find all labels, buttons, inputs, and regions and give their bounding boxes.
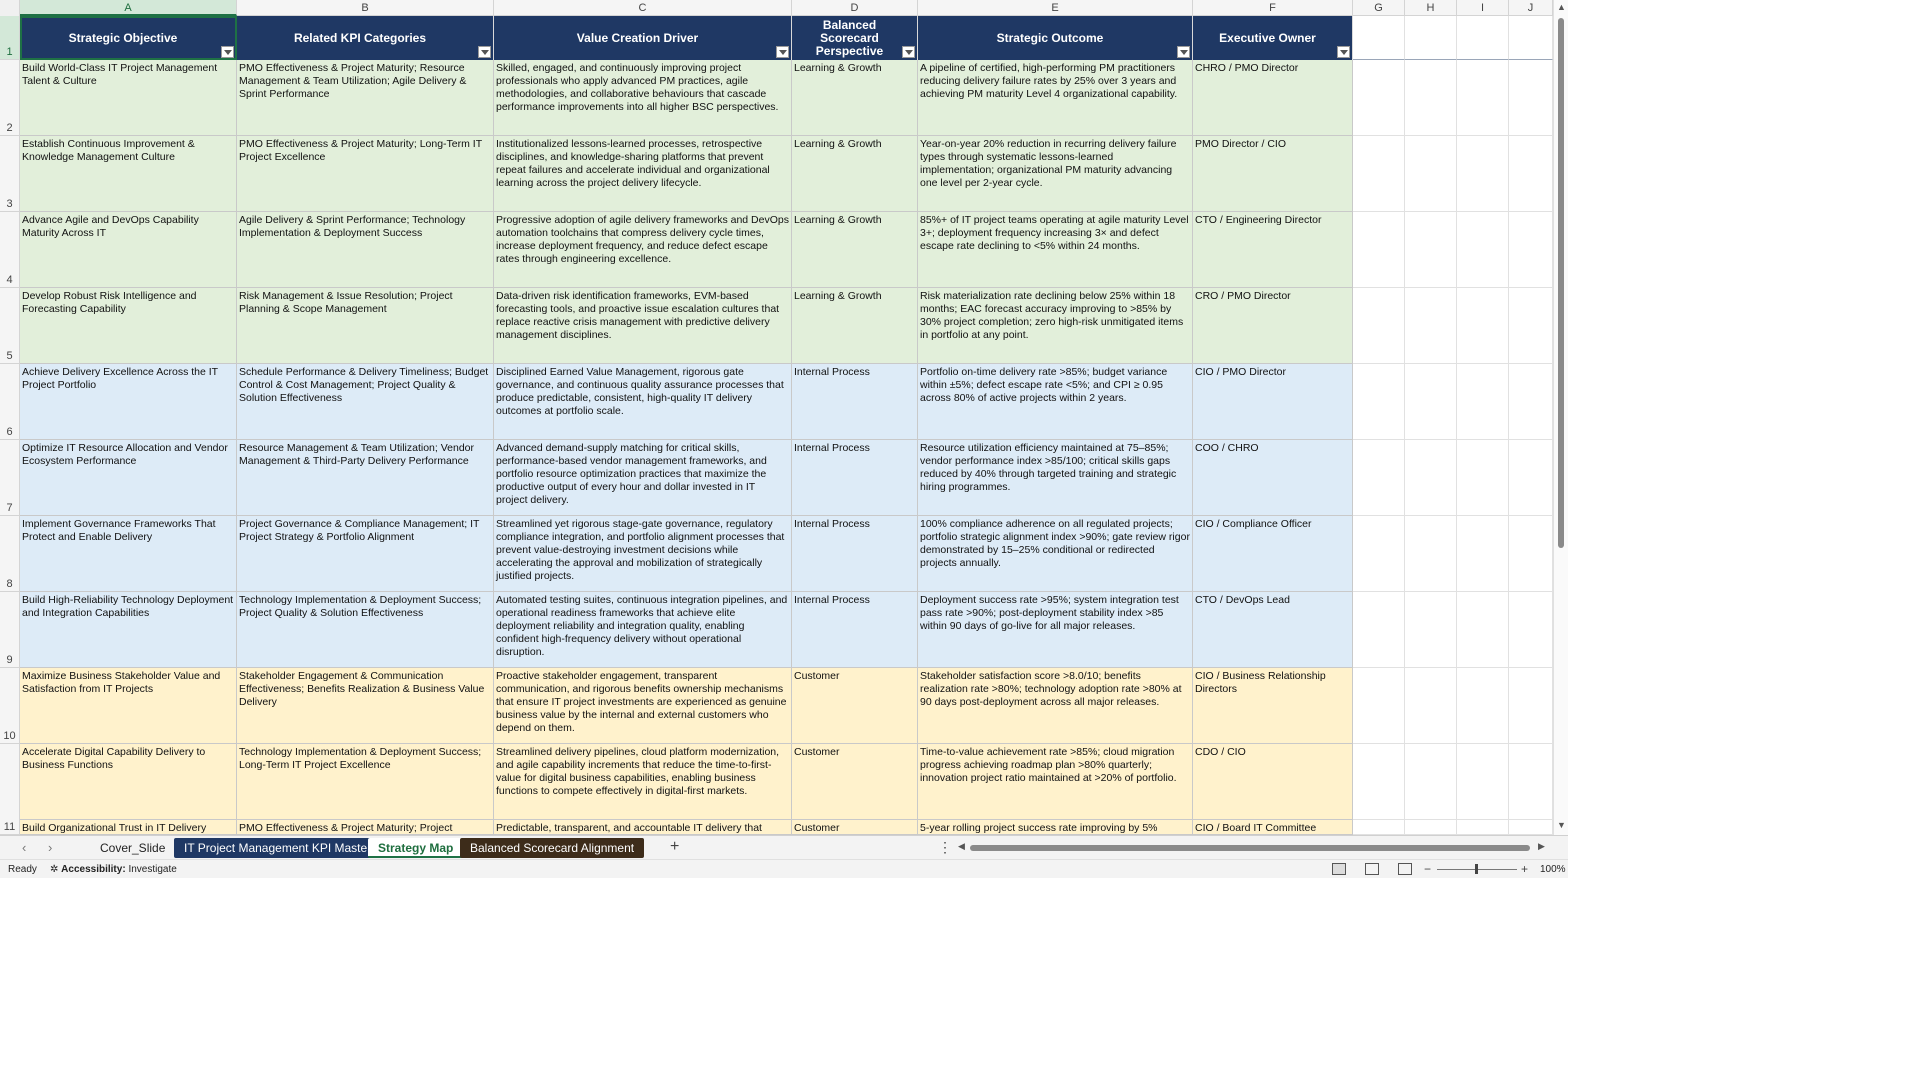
filter-dropdown-icon[interactable]	[1337, 46, 1350, 58]
data-cell-c[interactable]: Progressive adoption of agile delivery frameworks and DevOps automation toolchains that compress delivery cycle times, increase deployment frequency, and reduce defect escape rates through engineering excellence.	[494, 212, 792, 288]
data-cell-b[interactable]: Stakeholder Engagement & Communication Effectiveness; Benefits Realization & Business Value Delivery	[237, 668, 494, 744]
row-header-bar	[0, 16, 20, 835]
data-cell-d[interactable]: Customer	[792, 668, 918, 744]
status-ready: Ready	[8, 864, 37, 875]
data-cell-c[interactable]: Streamlined delivery pipelines, cloud platform modernization, and agile capability increments that reduce the time-to-first-value for digital business capabilities, enabling business functions to compete effectively in digital-first markets.	[494, 744, 792, 820]
data-cell-d[interactable]: Internal Process	[792, 440, 918, 516]
empty-cell[interactable]	[1457, 668, 1509, 744]
empty-cell[interactable]	[1457, 60, 1509, 136]
empty-cell[interactable]	[1457, 16, 1509, 60]
status-bar	[0, 859, 1568, 878]
data-cell-e[interactable]: 5-year rolling project success rate improving by 5%	[918, 820, 1193, 835]
column-header-g[interactable]: G	[1353, 0, 1405, 16]
data-cell-e[interactable]: Stakeholder satisfaction score >8.0/10; benefits realization rate >80%; technology adoption rate >80% at 90 days post-deployment across all major releases.	[918, 668, 1193, 744]
column-header-i[interactable]: I	[1457, 0, 1509, 16]
empty-cell[interactable]	[1457, 592, 1509, 668]
data-cell-f[interactable]: CIO / Board IT Committee	[1193, 820, 1353, 835]
empty-cell[interactable]	[1509, 440, 1553, 516]
filter-dropdown-icon[interactable]	[221, 46, 234, 58]
empty-cell[interactable]	[1405, 364, 1457, 440]
vertical-scrollbar[interactable]	[1553, 0, 1568, 835]
data-cell-d[interactable]: Internal Process	[792, 516, 918, 592]
row-header-3[interactable]	[0, 136, 19, 212]
empty-cell[interactable]	[1405, 60, 1457, 136]
header-cell-f[interactable]	[1193, 16, 1353, 60]
row-header-4[interactable]	[0, 212, 19, 288]
table-row	[20, 668, 1553, 744]
data-cell-b[interactable]: Schedule Performance & Delivery Timeliness; Budget Control & Cost Management; Project Quality & Solution Effectiveness	[237, 364, 494, 440]
data-cell-b[interactable]: Project Governance & Compliance Management; IT Project Strategy & Portfolio Alignment	[237, 516, 494, 592]
empty-cell[interactable]	[1405, 820, 1457, 835]
data-cell-a[interactable]: Establish Continuous Improvement & Knowledge Management Culture	[20, 136, 237, 212]
tab-balanced-scorecard-alignment[interactable]: Balanced Scorecard Alignment	[460, 838, 644, 858]
data-cell-e[interactable]: Portfolio on-time delivery rate >85%; budget variance within ±5%; defect escape rate <5%; and CPI ≥ 0.95 across 80% of active projects within 2 years.	[918, 364, 1193, 440]
data-cell-f[interactable]: CDO / CIO	[1193, 744, 1353, 820]
data-cell-c[interactable]: Proactive stakeholder engagement, transparent communication, and rigorous benefits ownership mechanisms that ensure IT project investments are experienced as genuine business value by the internal and external customers who depend on them.	[494, 668, 792, 744]
data-cell-b[interactable]: Resource Management & Team Utilization; Vendor Management & Third-Party Delivery Performance	[237, 440, 494, 516]
row-number: 8	[6, 578, 13, 590]
data-cell-e[interactable]: Risk materialization rate declining below 25% within 18 months; EAC forecast accuracy improving to >85% by 30% project completion; zero high-risk unmitigated items in portfolio at any point.	[918, 288, 1193, 364]
select-all-corner[interactable]	[0, 0, 20, 16]
empty-cell[interactable]	[1353, 668, 1405, 744]
column-header-e[interactable]: E	[918, 0, 1193, 16]
empty-cell[interactable]	[1509, 60, 1553, 136]
header-cell-c[interactable]	[494, 16, 792, 60]
data-cell-c[interactable]: Skilled, engaged, and continuously improving project professionals who apply advanced PM practices, agile methodologies, and collaborative behaviours that cascade performance improvements into all higher BSC perspectives.	[494, 60, 792, 136]
zoom-out-icon[interactable]: −	[1424, 862, 1432, 876]
row-header-1[interactable]	[0, 16, 19, 60]
row-number: 1	[6, 46, 13, 58]
tab-cover-slide[interactable]: Cover_Slide	[100, 841, 166, 855]
column-header-f[interactable]: F	[1193, 0, 1353, 16]
data-cell-c[interactable]: Disciplined Earned Value Management, rigorous gate governance, and continuous quality assurance processes that produce predictable, consistent, high-quality IT delivery outcomes at portfolio scale.	[494, 364, 792, 440]
header-cell-e[interactable]	[918, 16, 1193, 60]
normal-view-icon[interactable]	[1332, 863, 1346, 875]
data-cell-b[interactable]: PMO Effectiveness & Project Maturity; Project	[237, 820, 494, 835]
horizontal-scrollbar[interactable]	[958, 842, 1548, 854]
empty-cell[interactable]	[1405, 136, 1457, 212]
empty-cell[interactable]	[1353, 16, 1405, 60]
filter-dropdown-icon[interactable]	[1177, 46, 1190, 58]
table-row	[20, 440, 1553, 516]
data-cell-b[interactable]: Technology Implementation & Deployment Success; Long-Term IT Project Excellence	[237, 744, 494, 820]
column-header-c[interactable]: C	[494, 0, 792, 16]
empty-cell[interactable]	[1405, 744, 1457, 820]
empty-cell[interactable]	[1405, 16, 1457, 60]
data-cell-a[interactable]: Develop Robust Risk Intelligence and Forecasting Capability	[20, 288, 237, 364]
empty-cell[interactable]	[1457, 136, 1509, 212]
row-header-8[interactable]	[0, 516, 19, 592]
empty-cell[interactable]	[1405, 212, 1457, 288]
table-row	[20, 516, 1553, 592]
header-label: Related KPI Categories	[293, 30, 427, 45]
empty-cell[interactable]	[1457, 744, 1509, 820]
data-cell-f[interactable]: PMO Director / CIO	[1193, 136, 1353, 212]
empty-cell[interactable]	[1353, 592, 1405, 668]
empty-cell[interactable]	[1405, 592, 1457, 668]
empty-cell[interactable]	[1457, 212, 1509, 288]
data-cell-f[interactable]: CIO / Business Relationship Directors	[1193, 668, 1353, 744]
data-cell-c[interactable]: Automated testing suites, continuous integration pipelines, and operational readiness frameworks that achieve elite deployment reliability and integration quality, enabling confident high-frequency delivery without operational disruption.	[494, 592, 792, 668]
add-sheet-icon[interactable]: +	[670, 838, 680, 855]
accessibility-icon: ✲	[50, 864, 59, 875]
header-label: Strategic Objective	[68, 30, 178, 45]
column-header-bar	[0, 0, 1553, 16]
row-number: 5	[6, 350, 13, 362]
data-cell-f[interactable]: CTO / DevOps Lead	[1193, 592, 1353, 668]
data-cell-f[interactable]: CHRO / PMO Director	[1193, 60, 1353, 136]
header-label: Value Creation Driver	[576, 30, 699, 45]
table-row	[20, 364, 1553, 440]
empty-cell[interactable]	[1405, 668, 1457, 744]
data-cell-b[interactable]: PMO Effectiveness & Project Maturity; Long-Term IT Project Excellence	[237, 136, 494, 212]
data-cell-e[interactable]: 85%+ of IT project teams operating at agile maturity Level 3+; deployment frequency increasing 3× and defect escape rate declining to <5% within 24 months.	[918, 212, 1193, 288]
empty-cell[interactable]	[1353, 364, 1405, 440]
empty-cell[interactable]	[1509, 592, 1553, 668]
data-cell-c[interactable]: Streamlined yet rigorous stage-gate governance, regulatory compliance integration, and portfolio alignment processes that prevent value-destroying investment decisions while accelerating the approval and mobilization of strategically justified projects.	[494, 516, 792, 592]
header-cell-d[interactable]	[792, 16, 918, 60]
table-row	[20, 288, 1553, 364]
sheet-grid	[20, 16, 1553, 835]
row-header-11[interactable]	[0, 744, 19, 835]
empty-cell[interactable]	[1509, 136, 1553, 212]
empty-cell[interactable]	[1353, 440, 1405, 516]
data-cell-a[interactable]: Build High-Reliability Technology Deployment and Integration Capabilities	[20, 592, 237, 668]
data-cell-a[interactable]: Maximize Business Stakeholder Value and Satisfaction from IT Projects	[20, 668, 237, 744]
empty-cell[interactable]	[1509, 668, 1553, 744]
empty-cell[interactable]	[1353, 136, 1405, 212]
column-header-b[interactable]: B	[237, 0, 494, 16]
empty-cell[interactable]	[1457, 516, 1509, 592]
data-cell-e[interactable]: 100% compliance adherence on all regulated projects; portfolio strategic alignment index >90%; gate review rigor demonstrated by 15–25% conditional or redirected projects annually.	[918, 516, 1193, 592]
data-cell-b[interactable]: Technology Implementation & Deployment Success; Project Quality & Solution Effectiveness	[237, 592, 494, 668]
data-cell-a[interactable]: Optimize IT Resource Allocation and Vendor Ecosystem Performance	[20, 440, 237, 516]
data-cell-d[interactable]: Learning & Growth	[792, 212, 918, 288]
data-cell-f[interactable]: CRO / PMO Director	[1193, 288, 1353, 364]
row-number: 9	[6, 654, 13, 666]
row-number: 2	[6, 122, 13, 134]
page-layout-icon[interactable]	[1365, 863, 1379, 875]
table-row	[20, 820, 1553, 835]
data-cell-a[interactable]: Build World-Class IT Project Management Talent & Culture	[20, 60, 237, 136]
empty-cell[interactable]	[1405, 440, 1457, 516]
data-cell-d[interactable]: Internal Process	[792, 364, 918, 440]
empty-cell[interactable]	[1353, 212, 1405, 288]
table-row	[20, 212, 1553, 288]
data-cell-e[interactable]: Resource utilization efficiency maintained at 75–85%; vendor performance index >85/100; critical skills gaps reduced by 40% through targeted training and strategic hiring programmes.	[918, 440, 1193, 516]
column-header-h[interactable]: H	[1405, 0, 1457, 16]
empty-cell[interactable]	[1509, 516, 1553, 592]
data-cell-e[interactable]: Time-to-value achievement rate >85%; cloud migration progress achieving roadmap plan >80% quarterly; innovation project ratio maintained at >20% of portfolio.	[918, 744, 1193, 820]
data-cell-d[interactable]: Internal Process	[792, 592, 918, 668]
filter-dropdown-icon[interactable]	[902, 46, 915, 58]
data-cell-c[interactable]: Data-driven risk identification frameworks, EVM-based forecasting tools, and proactive issue escalation cultures that replace reactive crisis management with predictive delivery management disciplines.	[494, 288, 792, 364]
zoom-level[interactable]: 100%	[1540, 864, 1566, 875]
data-cell-a[interactable]: Achieve Delivery Excellence Across the IT Project Portfolio	[20, 364, 237, 440]
empty-cell[interactable]	[1353, 820, 1405, 835]
table-row	[20, 60, 1553, 136]
row-header-2[interactable]	[0, 60, 19, 136]
table-row	[20, 592, 1553, 668]
scroll-down-icon[interactable]: ▼	[1557, 820, 1566, 830]
data-cell-a[interactable]: Implement Governance Frameworks That Protect and Enable Delivery	[20, 516, 237, 592]
data-cell-f[interactable]: CIO / PMO Director	[1193, 364, 1353, 440]
data-cell-f[interactable]: COO / CHRO	[1193, 440, 1353, 516]
scroll-right-icon[interactable]: ▶	[1538, 841, 1545, 851]
data-cell-a[interactable]: Accelerate Digital Capability Delivery to Business Functions	[20, 744, 237, 820]
scroll-left-icon[interactable]: ◀	[958, 841, 965, 851]
data-cell-d[interactable]: Learning & Growth	[792, 136, 918, 212]
data-cell-e[interactable]: A pipeline of certified, high-performing PM practitioners reducing delivery failure rates by 25% over 3 years and achieving PM maturity Level 4 organizational capability.	[918, 60, 1193, 136]
row-number: 3	[6, 198, 13, 210]
empty-cell[interactable]	[1353, 60, 1405, 136]
row-number: 11	[3, 821, 16, 833]
row-header-5[interactable]	[0, 288, 19, 364]
filter-dropdown-icon[interactable]	[776, 46, 789, 58]
data-cell-d[interactable]: Learning & Growth	[792, 60, 918, 136]
empty-cell[interactable]	[1457, 440, 1509, 516]
data-cell-d[interactable]: Customer	[792, 744, 918, 820]
empty-cell[interactable]	[1509, 288, 1553, 364]
tab-kpi-master[interactable]: IT Project Management KPI Maste	[174, 838, 377, 858]
table-row	[20, 744, 1553, 820]
row-number: 7	[6, 502, 13, 514]
header-label: Balanced Scorecard Perspective	[815, 17, 884, 58]
empty-cell[interactable]	[1509, 364, 1553, 440]
tab-strategy-map[interactable]: Strategy Map	[368, 838, 463, 858]
header-cell-b[interactable]	[237, 16, 494, 60]
empty-cell[interactable]	[1405, 288, 1457, 364]
data-cell-e[interactable]: Year-on-year 20% reduction in recurring delivery failure types through systematic lessons-learned implementation; organizational PM maturity advancing one level per 2-year cycle.	[918, 136, 1193, 212]
more-tabs-icon[interactable]: ⋮	[938, 839, 952, 855]
row-header-10[interactable]	[0, 668, 19, 744]
row-number: 6	[6, 426, 13, 438]
empty-cell[interactable]	[1353, 516, 1405, 592]
column-header-j[interactable]: J	[1509, 0, 1553, 16]
data-cell-d[interactable]: Customer	[792, 820, 918, 835]
header-label: Strategic Outcome	[996, 30, 1104, 45]
data-cell-b[interactable]: Risk Management & Issue Resolution; Project Planning & Scope Management	[237, 288, 494, 364]
data-cell-c[interactable]: Predictable, transparent, and accountable IT delivery that	[494, 820, 792, 835]
accessibility-status[interactable]: ✲ Accessibility: Investigate	[50, 864, 177, 875]
horizontal-scroll-thumb[interactable]	[970, 845, 1530, 851]
data-cell-f[interactable]: CIO / Compliance Officer	[1193, 516, 1353, 592]
zoom-slider-knob[interactable]	[1475, 864, 1478, 874]
empty-cell[interactable]	[1509, 16, 1553, 60]
row-header-7[interactable]	[0, 440, 19, 516]
table-row	[20, 136, 1553, 212]
data-cell-b[interactable]: Agile Delivery & Sprint Performance; Technology Implementation & Deployment Success	[237, 212, 494, 288]
page-break-icon[interactable]	[1398, 863, 1412, 875]
data-cell-e[interactable]: Deployment success rate >95%; system integration test pass rate >90%; post-deployment stability index >85 within 90 days of go-live for all major releases.	[918, 592, 1193, 668]
sheet-tab-bar	[0, 835, 1568, 859]
data-cell-a[interactable]: Advance Agile and DevOps Capability Maturity Across IT	[20, 212, 237, 288]
row-header-9[interactable]	[0, 592, 19, 668]
empty-cell[interactable]	[1457, 820, 1509, 835]
column-header-a[interactable]: A	[20, 0, 237, 16]
vertical-scroll-thumb[interactable]	[1558, 18, 1564, 548]
data-cell-d[interactable]: Learning & Growth	[792, 288, 918, 364]
column-header-d[interactable]: D	[792, 0, 918, 16]
empty-cell[interactable]	[1457, 288, 1509, 364]
empty-cell[interactable]	[1353, 288, 1405, 364]
data-cell-f[interactable]: CTO / Engineering Director	[1193, 212, 1353, 288]
tab-nav-next-icon[interactable]: ›	[48, 840, 53, 855]
empty-cell[interactable]	[1405, 516, 1457, 592]
row-number: 10	[3, 730, 16, 742]
row-number: 4	[6, 274, 13, 286]
empty-cell[interactable]	[1509, 212, 1553, 288]
filter-dropdown-icon[interactable]	[478, 46, 491, 58]
data-cell-c[interactable]: Advanced demand-supply matching for critical skills, performance-based vendor management frameworks, and portfolio resource optimization practices that maximize the productive output of every hour and dollar invested in IT project delivery.	[494, 440, 792, 516]
scroll-up-icon[interactable]: ▲	[1557, 2, 1566, 12]
data-cell-a[interactable]: Build Organizational Trust in IT Delivery	[20, 820, 237, 835]
data-cell-c[interactable]: Institutionalized lessons-learned processes, retrospective disciplines, and knowledge-sharing platforms that prevent repeat failures and accelerate individual and organizational learning across the project delivery lifecycle.	[494, 136, 792, 212]
header-label: Executive Owner	[1219, 30, 1316, 45]
header-cell-a[interactable]	[20, 16, 237, 60]
empty-cell[interactable]	[1353, 744, 1405, 820]
empty-cell[interactable]	[1509, 744, 1553, 820]
empty-cell[interactable]	[1457, 364, 1509, 440]
data-cell-b[interactable]: PMO Effectiveness & Project Maturity; Resource Management & Team Utilization; Agile Delivery & Sprint Performance	[237, 60, 494, 136]
row-header-6[interactable]	[0, 364, 19, 440]
empty-cell[interactable]	[1509, 820, 1553, 835]
zoom-in-icon[interactable]: +	[1521, 862, 1529, 876]
tab-nav-prev-icon[interactable]: ‹	[22, 840, 27, 855]
